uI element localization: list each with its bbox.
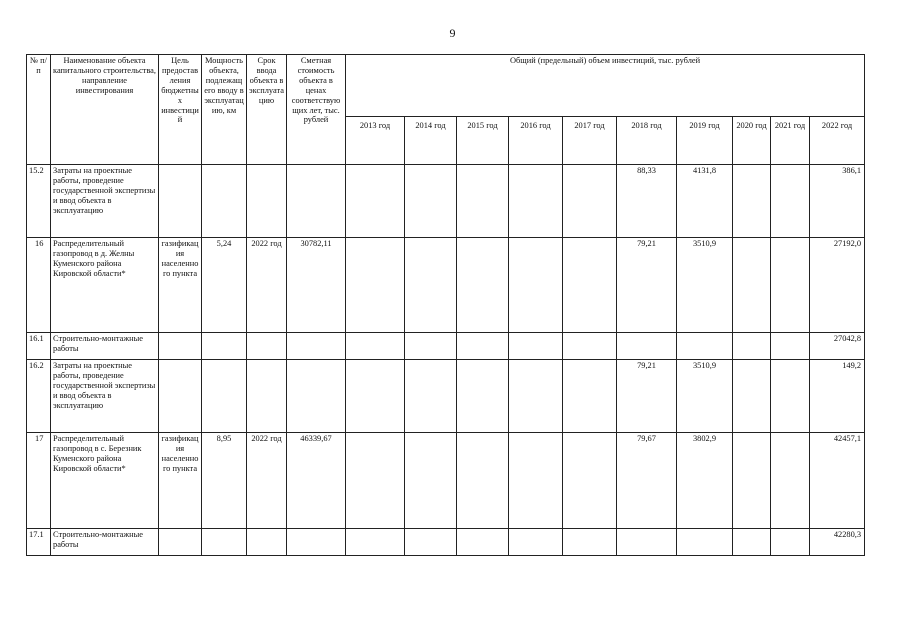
value-cell — [617, 529, 677, 556]
header-year: 2014 год — [405, 117, 457, 165]
row-cost: 46339,67 — [287, 433, 346, 529]
value-cell: 3510,9 — [677, 238, 733, 333]
row-capacity: 8,95 — [202, 433, 247, 529]
value-cell — [771, 529, 810, 556]
value-cell — [346, 529, 405, 556]
value-cell: 79,21 — [617, 360, 677, 433]
header-year: 2021 год — [771, 117, 810, 165]
value-cell — [405, 238, 457, 333]
value-cell — [509, 529, 563, 556]
value-cell — [563, 433, 617, 529]
value-cell — [405, 433, 457, 529]
header-year: 2015 год — [457, 117, 509, 165]
value-cell — [733, 165, 771, 238]
header-capacity: Мощность объекта, подлежащего вводу в эксплуатацию, км — [202, 55, 247, 165]
value-cell — [405, 360, 457, 433]
row-purpose — [159, 360, 202, 433]
row-name: Строительно-монтажные работы — [51, 529, 159, 556]
value-cell — [346, 165, 405, 238]
value-cell — [405, 529, 457, 556]
value-cell: 386,1 — [810, 165, 865, 238]
header-investment: Общий (предельный) объем инвестиций, тыс. рублей — [346, 55, 865, 117]
row-purpose: газификация населенного пункта — [159, 433, 202, 529]
header-purpose: Цель предоставления бюджетных инвестиций — [159, 55, 202, 165]
row-number: 16 — [27, 238, 51, 333]
header-year: 2018 год — [617, 117, 677, 165]
value-cell — [563, 165, 617, 238]
value-cell: 79,21 — [617, 238, 677, 333]
row-purpose: газификация населенного пункта — [159, 238, 202, 333]
value-cell — [771, 165, 810, 238]
value-cell — [771, 360, 810, 433]
value-cell: 27042,8 — [810, 333, 865, 360]
value-cell: 27192,0 — [810, 238, 865, 333]
row-name: Распределительный газопровод в д. Желны Куменского района Кировской области* — [51, 238, 159, 333]
investment-table — [26, 54, 865, 556]
value-cell: 42457,1 — [810, 433, 865, 529]
row-name: Затраты на проектные работы, проведение государственной экспертизы и ввод объекта в эксплуатацию — [51, 360, 159, 433]
row-capacity — [202, 529, 247, 556]
value-cell — [457, 333, 509, 360]
header-year: 2016 год — [509, 117, 563, 165]
row-name: Строительно-монтажные работы — [51, 333, 159, 360]
row-name: Затраты на проектные работы, проведение государственной экспертизы и ввод объекта в эксплуатацию — [51, 165, 159, 238]
row-number: 15.2 — [27, 165, 51, 238]
row-capacity — [202, 360, 247, 433]
row-term: 2022 год — [247, 238, 287, 333]
row-term — [247, 529, 287, 556]
value-cell — [346, 433, 405, 529]
row-term — [247, 360, 287, 433]
value-cell — [563, 529, 617, 556]
value-cell — [405, 165, 457, 238]
value-cell — [509, 238, 563, 333]
header-term: Срок ввода объекта в эксплуатацию — [247, 55, 287, 165]
table-row — [27, 529, 865, 556]
value-cell — [733, 333, 771, 360]
row-capacity: 5,24 — [202, 238, 247, 333]
value-cell — [677, 529, 733, 556]
row-term: 2022 год — [247, 433, 287, 529]
row-number: 17 — [27, 433, 51, 529]
value-cell — [771, 238, 810, 333]
header-year: 2013 год — [346, 117, 405, 165]
row-capacity — [202, 333, 247, 360]
value-cell: 3510,9 — [677, 360, 733, 433]
table-row — [27, 238, 865, 333]
table-row — [27, 360, 865, 433]
value-cell: 42280,3 — [810, 529, 865, 556]
value-cell — [457, 238, 509, 333]
row-cost — [287, 529, 346, 556]
value-cell — [509, 433, 563, 529]
header-year: 2019 год — [677, 117, 733, 165]
value-cell — [405, 333, 457, 360]
value-cell — [563, 333, 617, 360]
value-cell — [509, 165, 563, 238]
value-cell — [733, 238, 771, 333]
value-cell — [457, 529, 509, 556]
row-capacity — [202, 165, 247, 238]
row-purpose — [159, 529, 202, 556]
header-year: 2020 год — [733, 117, 771, 165]
header-cost: Сметная стоимость объекта в ценах соответствующих лет, тыс. рублей — [287, 55, 346, 165]
value-cell — [617, 333, 677, 360]
value-cell — [457, 433, 509, 529]
table-row — [27, 165, 865, 238]
value-cell — [509, 333, 563, 360]
value-cell — [733, 433, 771, 529]
header-object-name: Наименование объекта капитального строительства, направление инвестирования — [51, 55, 159, 165]
value-cell — [346, 333, 405, 360]
row-purpose — [159, 333, 202, 360]
value-cell — [457, 165, 509, 238]
value-cell — [509, 360, 563, 433]
header-num: № п/п — [27, 55, 51, 165]
value-cell — [563, 360, 617, 433]
value-cell: 88,33 — [617, 165, 677, 238]
header-year: 2017 год — [563, 117, 617, 165]
row-cost — [287, 333, 346, 360]
row-cost: 30782,11 — [287, 238, 346, 333]
value-cell: 79,67 — [617, 433, 677, 529]
table-row — [27, 333, 865, 360]
row-number: 16.2 — [27, 360, 51, 433]
value-cell: 4131,8 — [677, 165, 733, 238]
value-cell — [563, 238, 617, 333]
value-cell — [733, 529, 771, 556]
page-number: 9 — [449, 26, 456, 40]
row-term — [247, 333, 287, 360]
row-number: 16.1 — [27, 333, 51, 360]
table-row — [27, 433, 865, 529]
row-cost — [287, 360, 346, 433]
value-cell — [771, 433, 810, 529]
row-number: 17.1 — [27, 529, 51, 556]
value-cell — [346, 360, 405, 433]
value-cell — [733, 360, 771, 433]
row-name: Распределительный газопровод в с. Березник Куменского района Кировской области* — [51, 433, 159, 529]
value-cell — [346, 238, 405, 333]
row-term — [247, 165, 287, 238]
row-cost — [287, 165, 346, 238]
value-cell — [457, 360, 509, 433]
value-cell: 3802,9 — [677, 433, 733, 529]
value-cell — [771, 333, 810, 360]
header-year: 2022 год — [810, 117, 865, 165]
value-cell — [677, 333, 733, 360]
value-cell: 149,2 — [810, 360, 865, 433]
row-purpose — [159, 165, 202, 238]
